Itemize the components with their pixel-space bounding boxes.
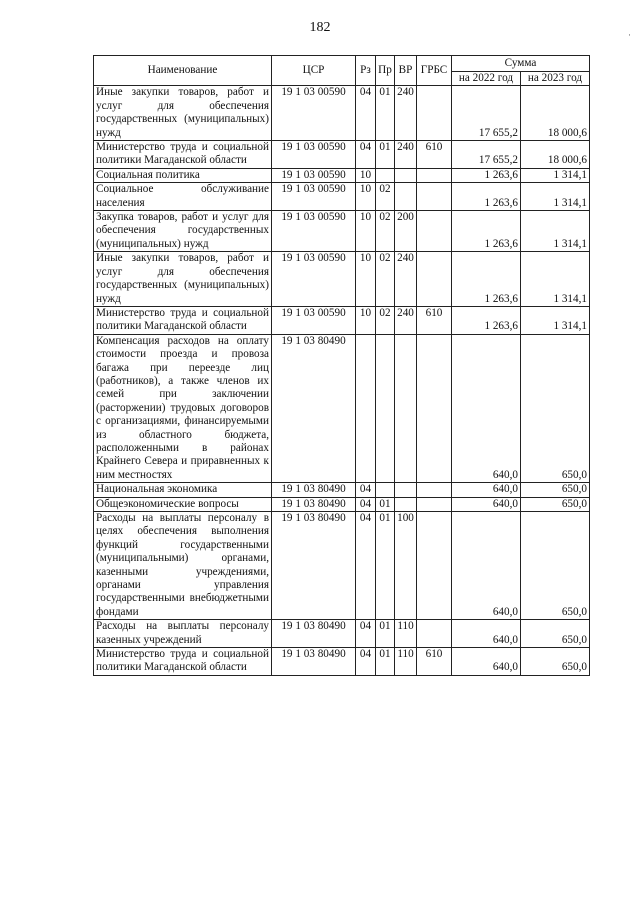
row-rz (356, 334, 376, 482)
row-name: Министерство труда и социальной политики Магаданской области (94, 141, 272, 169)
row-rz: 04 (356, 86, 376, 141)
table-row (94, 648, 590, 676)
row-amount-2022: 1 263,6 (452, 211, 521, 252)
row-amount-2023: 650,0 (521, 483, 590, 497)
row-grbs (417, 252, 452, 307)
row-vr (395, 497, 417, 511)
table-row (94, 334, 590, 482)
header-pr: Пр (376, 56, 395, 86)
header-year-2022: на 2022 год (452, 72, 521, 86)
row-grbs: 610 (417, 141, 452, 169)
row-grbs (417, 168, 452, 182)
header-vr: ВР (395, 56, 417, 86)
row-name: Социальная политика (94, 168, 272, 182)
table-row (94, 183, 590, 211)
row-amount-2023: 650,0 (521, 648, 590, 676)
corner-mark: · (628, 30, 631, 40)
row-grbs: 610 (417, 648, 452, 676)
row-vr (395, 483, 417, 497)
row-pr: 01 (376, 141, 395, 169)
row-vr: 100 (395, 512, 417, 620)
row-amount-2022: 17 655,2 (452, 86, 521, 141)
row-rz: 10 (356, 168, 376, 182)
row-amount-2023: 1 314,1 (521, 211, 590, 252)
row-rz: 04 (356, 648, 376, 676)
row-name: Иные закупки товаров, работ и услуг для обеспечения государственных (муниципальных) нужд (94, 252, 272, 307)
row-amount-2022: 640,0 (452, 497, 521, 511)
row-grbs (417, 483, 452, 497)
row-rz: 04 (356, 497, 376, 511)
header-name: Наименование (94, 56, 272, 86)
row-grbs (417, 86, 452, 141)
row-name: Расходы на выплаты персоналу в целях обеспечения выполнения функций государственными (муниципальными) органами, казенными учреждениями, органами управления государственными внебюджетными фондами (94, 512, 272, 620)
row-grbs (417, 211, 452, 252)
table-row (94, 168, 590, 182)
row-vr (395, 183, 417, 211)
row-amount-2023: 1 314,1 (521, 168, 590, 182)
row-grbs (417, 512, 452, 620)
row-csr: 19 1 03 80490 (272, 497, 356, 511)
row-amount-2023: 650,0 (521, 620, 590, 648)
row-amount-2022: 1 263,6 (452, 306, 521, 334)
row-csr: 19 1 03 80490 (272, 620, 356, 648)
row-csr: 19 1 03 80490 (272, 648, 356, 676)
row-csr: 19 1 03 00590 (272, 86, 356, 141)
row-csr: 19 1 03 80490 (272, 334, 356, 482)
row-amount-2023: 18 000,6 (521, 86, 590, 141)
table-row (94, 252, 590, 307)
header-csr: ЦСР (272, 56, 356, 86)
row-amount-2023: 1 314,1 (521, 306, 590, 334)
row-amount-2022: 640,0 (452, 334, 521, 482)
row-name: Национальная экономика (94, 483, 272, 497)
row-pr: 01 (376, 497, 395, 511)
budget-table (93, 55, 590, 676)
row-amount-2023: 650,0 (521, 334, 590, 482)
row-amount-2023: 18 000,6 (521, 141, 590, 169)
header-rz: Рз (356, 56, 376, 86)
page-number: 182 (309, 20, 331, 35)
table-row (94, 620, 590, 648)
row-csr: 19 1 03 00590 (272, 252, 356, 307)
row-grbs (417, 334, 452, 482)
row-name: Министерство труда и социальной политики Магаданской области (94, 648, 272, 676)
row-pr: 01 (376, 648, 395, 676)
header-grbs: ГРБС (417, 56, 452, 86)
table-row (94, 86, 590, 141)
row-vr: 240 (395, 252, 417, 307)
row-grbs (417, 620, 452, 648)
row-pr (376, 334, 395, 482)
row-csr: 19 1 03 00590 (272, 141, 356, 169)
row-amount-2022: 1 263,6 (452, 252, 521, 307)
row-csr: 19 1 03 00590 (272, 306, 356, 334)
row-pr: 02 (376, 252, 395, 307)
row-pr: 02 (376, 183, 395, 211)
row-pr: 02 (376, 306, 395, 334)
row-csr: 19 1 03 00590 (272, 168, 356, 182)
table-row (94, 211, 590, 252)
row-csr: 19 1 03 80490 (272, 512, 356, 620)
row-vr: 110 (395, 648, 417, 676)
row-rz: 10 (356, 252, 376, 307)
header-sum: Сумма (452, 56, 590, 72)
header-row (94, 56, 590, 72)
row-csr: 19 1 03 80490 (272, 483, 356, 497)
row-vr: 240 (395, 86, 417, 141)
row-rz: 04 (356, 620, 376, 648)
row-amount-2023: 1 314,1 (521, 252, 590, 307)
row-grbs (417, 497, 452, 511)
row-amount-2022: 1 263,6 (452, 168, 521, 182)
row-pr (376, 483, 395, 497)
row-grbs: 610 (417, 306, 452, 334)
row-pr: 02 (376, 211, 395, 252)
table-row (94, 497, 590, 511)
row-vr (395, 334, 417, 482)
table-row (94, 306, 590, 334)
row-amount-2023: 650,0 (521, 497, 590, 511)
table-body (94, 86, 590, 675)
row-vr: 110 (395, 620, 417, 648)
row-csr: 19 1 03 00590 (272, 183, 356, 211)
row-rz: 10 (356, 306, 376, 334)
table-row (94, 512, 590, 620)
row-rz: 10 (356, 183, 376, 211)
row-pr: 01 (376, 86, 395, 141)
table-row (94, 483, 590, 497)
row-rz: 10 (356, 211, 376, 252)
row-vr (395, 168, 417, 182)
row-vr: 240 (395, 141, 417, 169)
row-name: Компенсация расходов на оплату стоимости проезда и провоза багажа при переезде лиц (работников), а также членов их семей при заключении (расторжении) трудовых договоров с организациями, финансируемыми из областного бюджета, расположенными в районах Крайнего Севера и приравненных к ним местностях (94, 334, 272, 482)
row-name: Иные закупки товаров, работ и услуг для обеспечения государственных (муниципальных) нужд (94, 86, 272, 141)
row-name: Расходы на выплаты персоналу казенных учреждений (94, 620, 272, 648)
row-rz: 04 (356, 141, 376, 169)
row-pr: 01 (376, 620, 395, 648)
row-amount-2022: 1 263,6 (452, 183, 521, 211)
row-name: Министерство труда и социальной политики Магаданской области (94, 306, 272, 334)
row-pr: 01 (376, 512, 395, 620)
row-rz: 04 (356, 512, 376, 620)
row-pr (376, 168, 395, 182)
header-year-2023: на 2023 год (521, 72, 590, 86)
row-name: Закупка товаров, работ и услуг для обеспечения государственных (муниципальных) нужд (94, 211, 272, 252)
row-amount-2022: 640,0 (452, 512, 521, 620)
row-amount-2022: 640,0 (452, 620, 521, 648)
row-amount-2023: 650,0 (521, 512, 590, 620)
row-amount-2022: 640,0 (452, 483, 521, 497)
table-row (94, 141, 590, 169)
row-csr: 19 1 03 00590 (272, 211, 356, 252)
row-name: Социальное обслуживание населения (94, 183, 272, 211)
row-vr: 200 (395, 211, 417, 252)
row-rz: 04 (356, 483, 376, 497)
row-name: Общеэкономические вопросы (94, 497, 272, 511)
row-vr: 240 (395, 306, 417, 334)
row-amount-2022: 17 655,2 (452, 141, 521, 169)
row-grbs (417, 183, 452, 211)
row-amount-2023: 1 314,1 (521, 183, 590, 211)
row-amount-2022: 640,0 (452, 648, 521, 676)
